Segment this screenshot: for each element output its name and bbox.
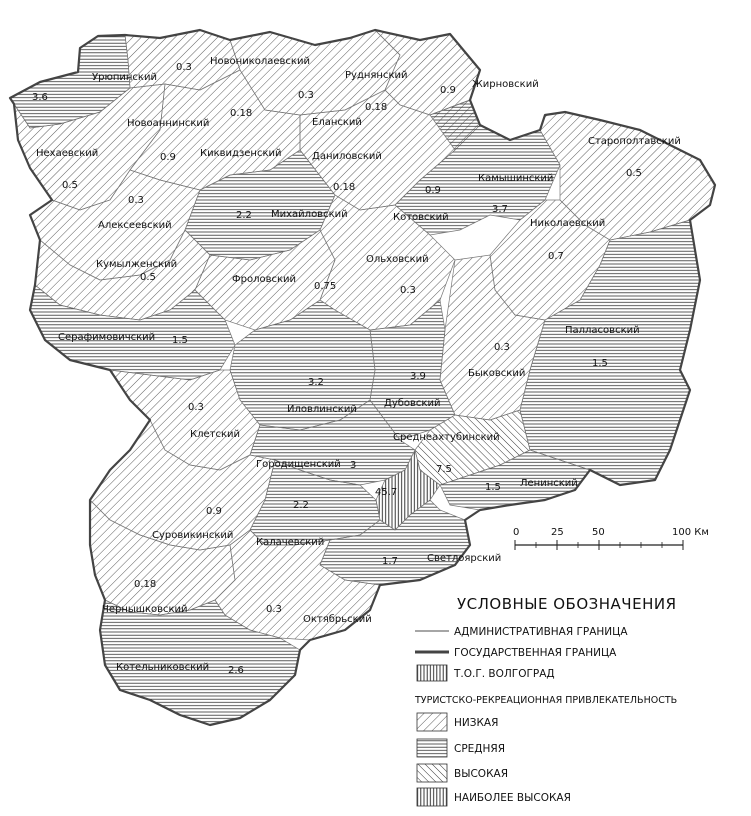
district-name: Суровикинский xyxy=(152,530,234,541)
legend-medium: СРЕДНЯЯ xyxy=(454,743,505,755)
district-name: Ленинский xyxy=(520,478,578,489)
district-value: 0.5 xyxy=(62,180,78,191)
district-name: Жирновский xyxy=(472,79,539,90)
scale-bar xyxy=(513,527,709,550)
district-name: Чернышковский xyxy=(102,604,188,615)
district-value: 1.5 xyxy=(172,335,188,346)
scale-tick-100: 100 Км xyxy=(672,527,709,538)
legend-low: НИЗКАЯ xyxy=(454,717,499,729)
district-value: 2.2 xyxy=(236,210,252,221)
legend-high: ВЫСОКАЯ xyxy=(454,768,508,780)
district-name: Быковский xyxy=(468,368,526,379)
district-name: Палласовский xyxy=(565,325,640,336)
district-value: 0.3 xyxy=(298,90,314,101)
district-value: 0.9 xyxy=(425,185,441,196)
district-name: Калачевский xyxy=(256,537,325,548)
district-value: 2.2 xyxy=(293,500,309,511)
low-swatch xyxy=(417,713,447,731)
district-value: 3.6 xyxy=(32,92,48,103)
district-name: Светлоярский xyxy=(427,553,502,564)
district-value: 0.3 xyxy=(266,604,282,615)
district-value: 0.9 xyxy=(440,85,456,96)
high-swatch xyxy=(417,764,447,782)
district-value: 3.9 xyxy=(410,371,426,382)
scale-tick-25: 25 xyxy=(551,527,564,538)
district-value: 0.3 xyxy=(176,62,192,73)
district-value: 0.3 xyxy=(128,195,144,206)
district-name: Котельниковский xyxy=(116,662,210,673)
district-name: Дубовский xyxy=(384,398,441,409)
district-name: Кумылженский xyxy=(96,259,178,270)
district-name: Городищенский xyxy=(256,459,341,470)
district-name: Алексеевский xyxy=(98,220,172,231)
scale-tick-0: 0 xyxy=(513,527,520,538)
scale-tick-50: 50 xyxy=(592,527,605,538)
district-name: Даниловский xyxy=(312,151,382,162)
district-name: Котовский xyxy=(393,212,449,223)
district-value: 1.7 xyxy=(382,556,398,567)
district-name: Урюпинский xyxy=(92,72,157,83)
district-name: Михайловский xyxy=(271,209,348,220)
district-name: Новониколаевский xyxy=(210,56,310,67)
tog-swatch xyxy=(417,665,447,681)
district-value: 0.18 xyxy=(365,102,388,113)
district-value: 0.9 xyxy=(206,506,222,517)
district-value: 1.5 xyxy=(592,358,608,369)
district-value: 0.18 xyxy=(134,579,157,590)
district-name: Новоаннинский xyxy=(127,118,210,129)
volgograd-value: 45.7 xyxy=(375,487,398,498)
district-name: Фроловский xyxy=(232,274,297,285)
district-value: 2.6 xyxy=(228,665,244,676)
legend-title: УСЛОВНЫЕ ОБОЗНАЧЕНИЯ xyxy=(457,595,677,613)
legend-tog: Т.О.Г. ВОЛГОГРАД xyxy=(454,668,555,680)
district-name: Старополтавский xyxy=(588,136,681,147)
highest-swatch xyxy=(417,788,447,806)
district-name: Среднеахтубинский xyxy=(393,432,500,443)
district-value: 0.3 xyxy=(188,402,204,413)
district-value: 1.5 xyxy=(485,482,501,493)
district-name: Нехаевский xyxy=(36,148,99,159)
district-name: Камышинский xyxy=(478,173,554,184)
legend-highest: НАИБОЛЕЕ ВЫСОКАЯ xyxy=(454,792,571,804)
district-name: Киквидзенский xyxy=(200,148,282,159)
district-value: 0.18 xyxy=(230,108,253,119)
district-value: 0.18 xyxy=(333,182,356,193)
legend xyxy=(414,595,677,806)
legend-admin-border: АДМИНИСТРАТИВНАЯ ГРАНИЦА xyxy=(454,626,628,638)
district-name: Руднянский xyxy=(345,70,408,81)
district-value: 3.2 xyxy=(308,377,324,388)
district-name: Октябрьский xyxy=(303,614,372,625)
district-name: Еланский xyxy=(312,117,362,128)
district-value: 3.7 xyxy=(492,204,508,215)
medium-swatch xyxy=(417,739,447,757)
district-name: Клетский xyxy=(190,429,241,440)
district-name: Серафимовичский xyxy=(58,332,156,343)
district-name: Иловлинский xyxy=(287,404,357,415)
district-value: 0.5 xyxy=(140,272,156,283)
district-name: Николаевский xyxy=(530,218,606,229)
district-value: 0.9 xyxy=(160,152,176,163)
district-value: 7.5 xyxy=(436,464,452,475)
district-value: 0.5 xyxy=(626,168,642,179)
legend-state-border: ГОСУДАРСТВЕННАЯ ГРАНИЦА xyxy=(454,647,617,659)
district-value: 0.3 xyxy=(494,342,510,353)
district-value: 0.7 xyxy=(548,251,564,262)
district-value: 3 xyxy=(350,460,357,471)
legend-attractiveness-title: ТУРИСТСКО-РЕКРЕАЦИОННАЯ ПРИВЛЕКАТЕЛЬНОСТЬ xyxy=(415,695,678,706)
district-name: Ольховский xyxy=(366,254,429,265)
district-value: 0.3 xyxy=(400,285,416,296)
district-value: 0.75 xyxy=(314,281,337,292)
